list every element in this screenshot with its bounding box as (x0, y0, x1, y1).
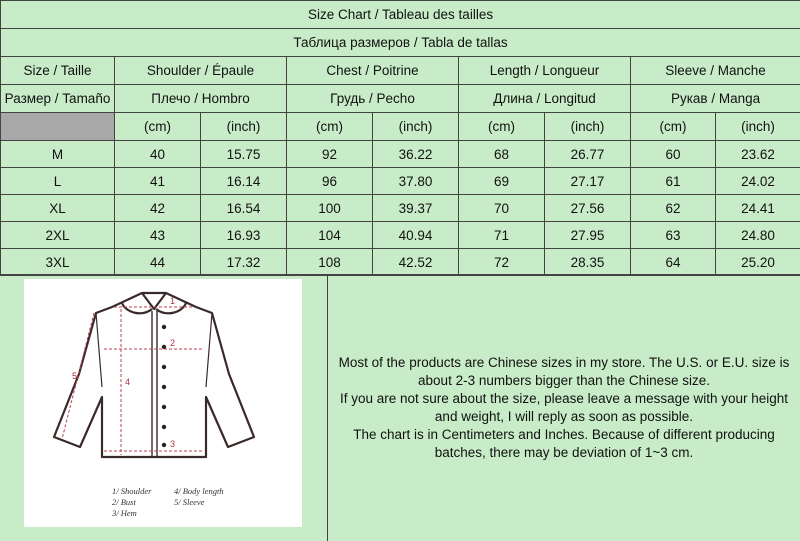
measure-cell: 24.80 (716, 222, 800, 249)
size-notes (329, 354, 799, 462)
measure-cell: 28.35 (545, 249, 631, 276)
measure-cell: 16.14 (201, 168, 287, 195)
legend-bust: 2/ Bust (112, 497, 136, 507)
measure-cell: 43 (115, 222, 201, 249)
measure-cell: 16.93 (201, 222, 287, 249)
measurement-diagram (24, 279, 302, 527)
table-row (1, 141, 800, 168)
size-label-cell: M (1, 141, 115, 168)
measure-cell: 16.54 (201, 195, 287, 222)
measure-cell: 37.80 (373, 168, 459, 195)
measure-cell: 15.75 (201, 141, 287, 168)
diagram-cell (0, 275, 328, 541)
measure-cell: 24.41 (716, 195, 800, 222)
legend-shoulder: 1/ Shoulder (112, 486, 152, 496)
measure-cell: 96 (287, 168, 373, 195)
measure-cell: 26.77 (545, 141, 631, 168)
unit-inch: (inch) (716, 113, 800, 141)
note-line: batches, there may be deviation of 1~3 cm. (329, 444, 799, 462)
table-row (1, 222, 800, 249)
size-label-cell: L (1, 168, 115, 195)
marker-4: 4 (125, 377, 130, 387)
note-line: If you are not sure about the size, please leave a message with your height (329, 390, 799, 408)
marker-2: 2 (170, 338, 175, 348)
button-icons (162, 325, 166, 447)
jacket-diagram (24, 279, 302, 527)
measure-cell: 72 (459, 249, 545, 276)
measure-cell: 40.94 (373, 222, 459, 249)
unit-inch: (inch) (373, 113, 459, 141)
unit-cm: (cm) (287, 113, 373, 141)
legend-hem: 3/ Hem (111, 508, 137, 518)
measure-cell: 108 (287, 249, 373, 276)
header-shoulder-alt: Плечо / Hombro (115, 85, 287, 113)
legend-sleeve: 5/ Sleeve (174, 497, 205, 507)
measure-cell: 27.17 (545, 168, 631, 195)
table-row (1, 249, 800, 276)
measure-cell: 64 (631, 249, 716, 276)
size-label-cell: XL (1, 195, 115, 222)
measure-cell: 36.22 (373, 141, 459, 168)
header-sleeve-alt: Рукав / Manga (631, 85, 800, 113)
measure-cell: 69 (459, 168, 545, 195)
measure-cell: 63 (631, 222, 716, 249)
unit-inch: (inch) (201, 113, 287, 141)
header-size-alt: Размер / Tamaño (1, 85, 115, 113)
measure-cell: 25.20 (716, 249, 800, 276)
measure-cell: 92 (287, 141, 373, 168)
measure-cell: 23.62 (716, 141, 800, 168)
size-label-cell: 2XL (1, 222, 115, 249)
unit-cm: (cm) (459, 113, 545, 141)
legend-body-length: 4/ Body length (174, 486, 224, 496)
header-chest-alt: Грудь / Pecho (287, 85, 459, 113)
measure-cell: 61 (631, 168, 716, 195)
measure-cell: 17.32 (201, 249, 287, 276)
measure-cell: 27.95 (545, 222, 631, 249)
measure-cell: 70 (459, 195, 545, 222)
note-line: about 2-3 numbers bigger than the Chinese size. (329, 372, 799, 390)
header-length: Length / Longueur (459, 57, 631, 85)
measure-cell: 104 (287, 222, 373, 249)
header-sleeve: Sleeve / Manche (631, 57, 800, 85)
measure-cell: 40 (115, 141, 201, 168)
note-line: Most of the products are Chinese sizes in my store. The U.S. or E.U. size is (329, 354, 799, 372)
marker-3: 3 (170, 439, 175, 449)
unit-cm: (cm) (115, 113, 201, 141)
header-size: Size / Taille (1, 57, 115, 85)
measure-cell: 42 (115, 195, 201, 222)
size-rows (1, 141, 800, 276)
measure-cell: 60 (631, 141, 716, 168)
measure-cell: 68 (459, 141, 545, 168)
unit-inch: (inch) (545, 113, 631, 141)
chart-title: Size Chart / Tableau des tailles (1, 1, 800, 29)
measure-cell: 41 (115, 168, 201, 195)
note-line: and weight, I will reply as soon as possible. (329, 408, 799, 426)
header-shoulder: Shoulder / Épaule (115, 57, 287, 85)
measure-cell: 62 (631, 195, 716, 222)
unit-blank-cell (1, 113, 115, 141)
measurement-lines (62, 307, 204, 455)
measure-cell: 42.52 (373, 249, 459, 276)
lower-section (0, 274, 800, 541)
measure-cell: 39.37 (373, 195, 459, 222)
header-length-alt: Длина / Longitud (459, 85, 631, 113)
measure-cell: 44 (115, 249, 201, 276)
chart-subtitle: Таблица размеров / Tabla de tallas (1, 29, 800, 57)
unit-cm: (cm) (631, 113, 716, 141)
note-line: The chart is in Centimeters and Inches. Because of different producing (329, 426, 799, 444)
size-label-cell: 3XL (1, 249, 115, 276)
header-chest: Chest / Poitrine (287, 57, 459, 85)
marker-1: 1 (170, 296, 175, 306)
measure-cell: 24.02 (716, 168, 800, 195)
measure-cell: 27.56 (545, 195, 631, 222)
jacket-outline-icon (54, 293, 254, 457)
table-row (1, 168, 800, 195)
measure-cell: 100 (287, 195, 373, 222)
table-row (1, 195, 800, 222)
marker-5: 5 (72, 371, 77, 381)
notes-cell (328, 275, 800, 541)
measure-cell: 71 (459, 222, 545, 249)
